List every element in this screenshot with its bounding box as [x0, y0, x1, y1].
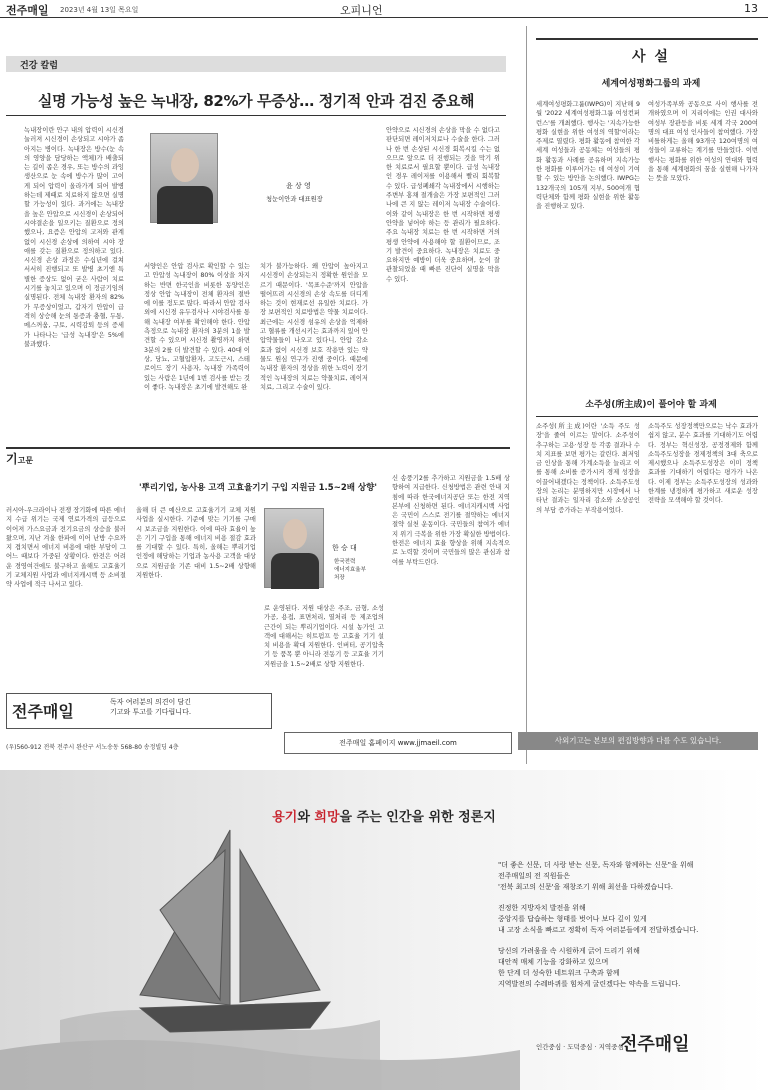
headline-rule: [6, 115, 506, 116]
ad-tagline: 인간중심 · 도덕중심 · 지역중심: [536, 1043, 624, 1051]
editorial-rule-2: [536, 416, 758, 417]
health-headline: 실명 가능성 높은 녹내장, 82%가 무증상… 정기적 안과 검진 중요해: [37, 92, 475, 110]
newspaper-logo: 전주매일: [6, 4, 49, 17]
contributor-title: 한국전력 에너지효율부 처장: [334, 559, 366, 581]
contribution-rule: [6, 447, 510, 449]
contributor-name: 한 승 대: [332, 544, 357, 552]
health-col-3: 치가 불가능하다. 왜 안압이 높아지고 시신경이 손상되는지 정확한 원인을 모르기 때문이다. '목표수준'까지 안압을 떨어뜨려 시신경의 손상 속도를 더디게 하는 것이 현재로선 유일한 치료다. 가장 보편적인 치료방법은 약물 치료이다. 최근에는 시신경 섬유의 손상을 억제하고 혈류를 개선시키는 효과까지 있어 안압약물들이 나오고 있다니, 안압 감소 효과 없이 시신경 보호 작용만 있는 약물도 원심 연구가 진행 중이다. 때문에 녹내장 환자의 정상을 위한 노력이 장기적인 녹내장의 치료는 약물치료, 레이저 치료, 그리고 수술이 있다.: [260, 263, 368, 391]
author-title: 청눈이안과 대표원장: [266, 196, 323, 203]
author-name: 윤 상 영: [286, 182, 311, 190]
contribution-col-2: 올해 더 큰 예산으로 고효율기기 교체 지원 사업을 실시한다. 기준에 맞는 기기를 구매 시 보조금을 지원한다. 이에 따라 효율이 높은 기기 구입을 통해 에너지 비용 절감 효과를 기대할 수 있다. 특히, 올해는 뿌리기업 인정에 해당하는 기업과 농사용 고객을 대상으로 지원금을 기존 대비 1.5~2배 상향해 지원한다.: [136, 507, 256, 580]
contributor-photo: [264, 508, 324, 588]
contribution-headline: '뿌리기업, 농사용 고객 고효율기기 구입 지원금 1.5~2배 상향': [139, 483, 377, 493]
contribution-col-1: 러시아-우크라이나 전쟁 장기화에 따른 에너지 수급 위기는 국제 연료가격의 급등으로 이어져 가스요금과 전기요금의 상승을 불러왔으며, 지난 겨울 한파에 이어 난방 수요까지 겹치면서 에너지 비용에 대한 부담이 그 어느 때보다 가중된 상황이다. 한전은 어려운 경영여건에도 불구하고 올해도 고효율기기 교체지원 사업과 에너지캐시백 등 소비절약 사업에 적극 나서고 있다.: [6, 507, 126, 589]
submission-note: 독자 여러분의 의견이 담긴 기고와 투고를 기다립니다.: [110, 698, 192, 716]
editorial-title: 사 설: [632, 49, 670, 65]
contribution-col-3: 로 운영된다. 지원 대상은 주조, 금형, 소성가공, 용접, 표면처리, 열처리 등 제조업의 근간이 되는 뿌리기업이다. 시설 농가인 고객에 대해서는 히트펌프 등 고효율 기기 설치 비용을 확대 지원한다. 인버터, 공기압축기 등 품목 뿐 아니라 전동기 등 고효율 기기 지원금을 1.5~2배로 상향 지원한다.: [264, 605, 384, 668]
editorial-subtitle-1: 세계여성평화그룹의 과제: [601, 79, 701, 89]
ad-slogan: "더 좋은 신문, 더 사랑 받는 신문, 독자와 함께하는 신문"을 위해 전주매일의 전 직원들은 '전북 최고의 신문'을 재창조기 위해 최선을 다하겠습니다. 진정한 지방자치 발전을 위해 중앙지를 답습하는 형태를 벗어나 보다 깊이 있게 내 고장 소식을 빠르고 정확히 독자 여러분들에게 전달하겠습니다. 당신의 가려움을 속 시원하게 긁어 드리기 위해 대안적 매체 기능을 강화하고 있으며 한 단계 더 성숙한 네트워크 구축과 함께 지역발전의 수레바퀴를 힘차게 굴린겠다는 약속을 드립니다.: [498, 861, 699, 988]
editorial-subtitle-2: 소주성(所主成)이 풀어야 할 과제: [585, 400, 717, 410]
page-number: 13: [744, 2, 758, 15]
contribution-label: 기고문: [6, 452, 34, 466]
contribution-col-4: 신 송풍기2를 추가하고 지원금을 1.5배 상향하여 지급한다. 신청방법은 관련 안내 지침에 따라 한국에너지공단 또는 한전 지역본부에 신청하면 된다. 에너지캐시백 사업은 국민이 스스로 전기를 절약하는 에너지 절약 실천 운동이다. 국민들의 참여가 에너지 위기 극복을 위한 가장 확실한 방법이다. 한전은 에너지 효율 향상을 위해 지속적으로 노력할 것이며 국민들의 많은 관심과 참여를 부탁드린다.: [392, 475, 510, 566]
health-col-2: 서양인은 안압 검사로 확인할 수 있는 고 안압성 녹내장이 80% 이상을 차지하는 반면 한국인을 비롯한 동양인은 정상 안압 녹내장이 전체 환자의 절반에 이를 정도로 많다. 따라서 안압 검사 외에 시신경 유두검사나 시야검사를 통해 녹내장 여부를 확인해야 한다. 안압 측정으로 녹내장 환자의 3분의 1을 발견할 수 있으며 시신경 촬영까지 하면 3분의 2를 더 발견할 수 있다. 40대 이상, 당뇨, 고혈압환자, 고도근시, 스테로이드 장기 사용자, 녹내장 가족력이 있는 사람은 1년에 1번 검사를 받는 것이 좋다. 녹내장은 초기에 발견해도 완: [144, 263, 250, 391]
health-col-1: 녹내장이란 안구 내의 압력이 시신경 눌러져 시신경이 손상되고 시야가 좁아지는 병이다. 녹내장은 방수(눈 속의 영양을 담당하는 액체)가 배출되는 길이 좁은 경우, 또는 방수의 과잉생산으로 눈 속에 방수가 많이 고이게 되어 압력이 올라가게 되어 발병하는데 제때로 치료하지 않으면 실명할 가능성이 있다. 과거에는 녹내장을 높은 안압으로 시신경이 손상되어 시야결손을 일으키는 질환으로 정의했으나, 요즘은 안압의 고저와 관계없이 시신경 손상에 의하여 시야 장애를 갖는 질환으로 정의하고 있다. 시신경 손상 과정은 수십년에 걸쳐 서서히 진행되고 또 발병 초기엔 특별한 증상도 없어 굳은 사람이 치료시기를 놓치고 있으며 이 정금기임의 실명된다. 전체 녹내장 환자의 82%가 무증상이었고, 갑자기 안압이 급격히 상승해 눈의 통증과 충혈, 두통, 메스꺼움, 구토, 시력감퇴 등의 증세가 나타나는 '급성 녹내장'은 5%에 불과했다.: [24, 127, 124, 348]
editorial-text-1b: 여성가족부와 공동으로 사이 행사를 전개하였으며 이 지리이에는 인권 대사와 여성부 장관등을 비롯 세계 각국 200여명의 대표 여성 인사들이 참여했다. 가장비틀하게는 올해 93개국 120여명의 여성들이 교류하는 계기를 만들었다. 이번 행사는 평화를 위한 여성의 연대와 협력을 통해 세계평화의 꿈을 실현해 나가자는 뜻을 모았다.: [648, 101, 758, 183]
ad-logo: 전주매일: [620, 1034, 690, 1055]
column-label: 건강 칼럼: [20, 61, 58, 71]
editorial-text-2a: 소주성(所主成)이란 '소득 주도 성장'을 줄여 이르는 말이다. 소주성이 추구하는 고용·성장 등 각종 결과나 수치 지표를 보면 평가는 갈린다. 최저임금 인상을 통해 가계소득을 늘리고 이를 통해 소비를 증가시켜 경제 성장을 이끌어내겠다는 정책이다. 소득주도성장의 논리는 분명하지만 시장에서 나타난 결과는 일자리 감소와 소상공인의 부담 증가라는 부작용이었다.: [536, 423, 640, 514]
editorial-rule: [536, 38, 758, 40]
homepage-text[interactable]: 전주매일 홈페이지 www.jjmaeil.com: [339, 739, 457, 747]
ad-title: 용기와 희망을 주는 인간을 위한 정론지: [272, 810, 496, 825]
author-photo: [150, 133, 218, 223]
editorial-text-1a: 세계여성평화그룹(IWPG)이 지난해 9월 '2022 세계여성평화그룹 여성컨퍼런스'를 개최했다. 행사는 '지속가능한 평화 실현을 위한 여성의 역할'이라는 주제로 열렸다. 평화 활동에 참여한 각 세계 여성들과 공동체는 여성들의 평화 활동과 사례를 공유하며 지속가능한 평화를 이루어가는 데 여성이 기여할 수 있는 방안을 논의했다. IWPG는 132개국의 105개 지부, 500여개 협력단체와 함께 평화 실현을 위한 활동을 진행하고 있다.: [536, 101, 640, 211]
footer-logo: 전주매일: [12, 702, 74, 721]
column-label-bar: [6, 56, 506, 72]
address: (우)560-912 전북 전주시 완산구 서노송동 568-80 송정빌딩 4층: [6, 744, 179, 751]
column-divider: [526, 26, 527, 764]
health-col-4: 안약으로 시신경의 손상을 막을 수 없다고 판단되면 레이저치료나 수술을 한다. 그러나 한 번 손상된 시신경 회복시킬 수는 없으므로 앞으로 더 진행되는 것을 막기 위한 치료로서 필요할 뿐이다. 급성 녹내장인 경우 레이저를 이용해서 빨리 회복할 수 있다. 급성폐쇄각 녹내장에서 시행하는 주변부 홍채 절개술은 가장 보편적인 그러나에 큰 지 않는 레이저 녹내장 수술이다. 이와 같이 녹내장은 한 번 시작하면 평생 안약을 넣어야 하는 등 관리가 필요하다. 주요 녹내장 치료는 한 번 시작하면 거의 평생 안약에 사용해야 할 질환이므로, 조기 발견이 중요하다. 녹내장은 치료도 중요하지만 예방이 더욱 중요하며, 눈이 잘 관찰되었을 때 빠른 진단이 실명을 막을 수 있다.: [386, 127, 500, 283]
editorial-text-2b: 소득주도 성장정책만으로는 낙수 효과가 쉽지 않고, 분수 효과를 기대하기도 어렵다. 정부는 혁신성장, 공정경제와 함께 소득주도성장을 경제정책의 3대 축으로 제시했으나 소득주도성장은 이미 정책 효과를 기대하기 어렵다는 평가가 나온다. 이제 정부는 소득주도성장의 성과와 한계를 냉정하게 평가하고 새로운 성장 전략을 모색해야 할 것이다.: [648, 423, 758, 505]
issue-date: 2023년 4월 13일 목요일: [60, 6, 139, 14]
section-title: 오피니언: [340, 4, 383, 17]
disclaimer: 사외기고는 본보의 편집방향과 다를 수도 있습니다.: [518, 732, 758, 750]
